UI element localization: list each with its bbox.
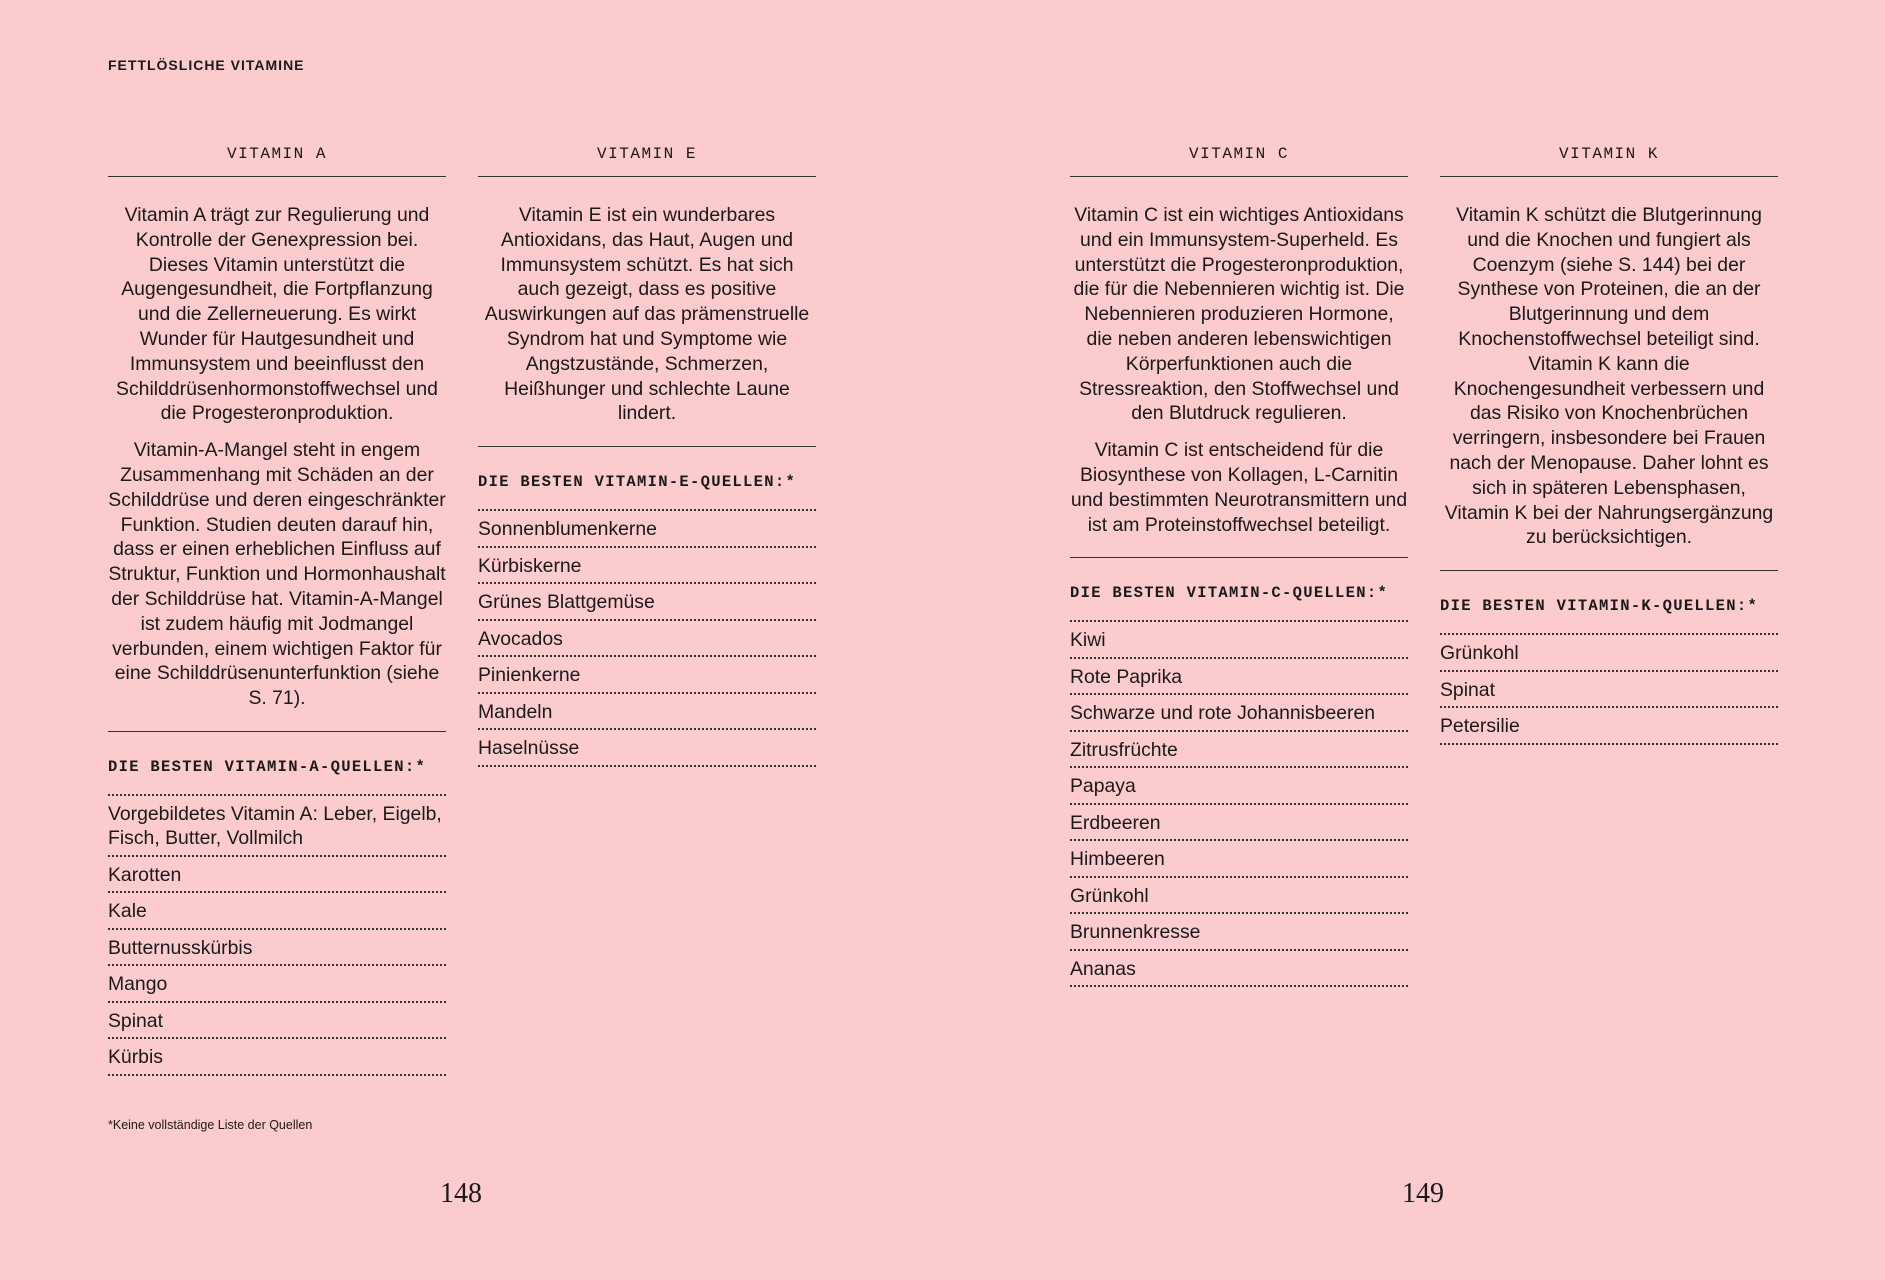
- list-item: Grünkohl: [1440, 635, 1778, 672]
- list-item: Pinienkerne: [478, 657, 816, 694]
- source-list: [478, 511, 816, 767]
- paragraph: Vitamin A trägt zur Regulierung und Kontrolle der Genexpression bei. Dieses Vitamin unterstützt die Augengesundheit, die Fortpflanzung und die Zellerneuerung. Es wirkt Wunder für Hautgesundheit und Immunsystem und beeinflusst den Schilddrüsenhormonstoffwechsel und die Progesteronproduktion.: [116, 204, 438, 425]
- list-item: Papaya: [1070, 768, 1408, 805]
- page-number-right: 149: [1402, 1178, 1444, 1209]
- column-vitamin-k: [1440, 142, 1778, 745]
- paragraph: Vitamin C ist ein wichtiges Antioxidans und ein Immunsystem-Superheld. Es unterstützt die Progesteronproduktion, die für die Nebennieren wichtig ist. Die Nebennieren produzieren Hormone, die neben anderen lebenswichtigen Körperfunktionen auch die Stressreaktion, den Stoffwechsel und den Blutdruck regulieren.: [1073, 204, 1405, 425]
- list-item: Kale: [108, 893, 446, 930]
- list-item: Avocados: [478, 621, 816, 658]
- list-item: Karotten: [108, 857, 446, 894]
- source-list: [108, 796, 446, 1076]
- column-vitamin-c: [1070, 142, 1408, 987]
- footnote: *Keine vollständige Liste der Quellen: [108, 1118, 313, 1132]
- list-item: Petersilie: [1440, 708, 1778, 745]
- list-item: Haselnüsse: [478, 730, 816, 767]
- list-item: Vorgebildetes Vitamin A: Leber, Eigelb, Fisch, Butter, Vollmilch: [108, 796, 446, 857]
- list-item: Kürbis: [108, 1039, 446, 1076]
- list-item: Rote Paprika: [1070, 659, 1408, 696]
- list-item: Mandeln: [478, 694, 816, 731]
- column-title: VITAMIN E: [478, 142, 816, 177]
- page-number-left: 148: [440, 1178, 482, 1209]
- source-list: [1440, 635, 1778, 745]
- sources-heading: DIE BESTEN VITAMIN-E-QUELLEN:*: [478, 473, 816, 511]
- list-item: Spinat: [108, 1003, 446, 1040]
- divider: [108, 731, 446, 732]
- divider: [1440, 570, 1778, 571]
- list-item: Erdbeeren: [1070, 805, 1408, 842]
- sources-heading: DIE BESTEN VITAMIN-A-QUELLEN:*: [108, 758, 446, 796]
- list-item: Brunnenkresse: [1070, 914, 1408, 951]
- list-item: Spinat: [1440, 672, 1778, 709]
- column-vitamin-e: [478, 142, 816, 767]
- list-item: Grünkohl: [1070, 878, 1408, 915]
- list-item: Mango: [108, 966, 446, 1003]
- list-item: Grünes Blattgemüse: [478, 584, 816, 621]
- sources-heading: DIE BESTEN VITAMIN-K-QUELLEN:*: [1440, 597, 1778, 635]
- list-item: Kürbiskerne: [478, 548, 816, 585]
- running-head: FETTLÖSLICHE VITAMINE: [108, 57, 305, 73]
- paragraph: Vitamin E ist ein wunderbares Antioxidans, das Haut, Augen und Immunsystem schützt. Es hat sich auch gezeigt, dass es positive Auswirkungen auf das prämenstruelle Syndrom hat und Symptome wie Angstzustände, Schmerzen, Heißhunger und schlechte Laune lindert.: [484, 204, 810, 425]
- list-item: Kiwi: [1070, 622, 1408, 659]
- divider: [478, 446, 816, 447]
- column-title: VITAMIN C: [1070, 142, 1408, 177]
- paragraph: Vitamin K schützt die Blutgerinnung und die Knochen und fungiert als Coenzym (siehe S. 144) bei der Synthese von Proteinen, die an der Blutgerinnung und dem Knochenstoffwechsel beteiligt sind. Vitamin K kann die Knochengesundheit verbessern und das Risiko von Knochenbrüchen verringern, insbesondere bei Frauen nach der Menopause. Daher lohnt es sich in späteren Lebensphasen, Vitamin K bei der Nahrungsergänzung zu berücksichtigen.: [1444, 204, 1774, 549]
- sources-heading: DIE BESTEN VITAMIN-C-QUELLEN:*: [1070, 584, 1408, 622]
- paragraph: Vitamin C ist entscheidend für die Biosynthese von Kollagen, L-Carnitin und bestimmten Neurotransmittern und ist am Proteinstoffwechsel beteiligt.: [1070, 439, 1408, 536]
- source-list: [1070, 622, 1408, 987]
- column-vitamin-a: [108, 142, 446, 1076]
- list-item: Himbeeren: [1070, 841, 1408, 878]
- divider: [1070, 557, 1408, 558]
- column-title: VITAMIN A: [108, 142, 446, 177]
- list-item: Sonnenblumenkerne: [478, 511, 816, 548]
- list-item: Schwarze und rote Johannisbeeren: [1070, 695, 1408, 732]
- list-item: Ananas: [1070, 951, 1408, 988]
- column-title: VITAMIN K: [1440, 142, 1778, 177]
- list-item: Zitrusfrüchte: [1070, 732, 1408, 769]
- list-item: Butternusskürbis: [108, 930, 446, 967]
- paragraph: Vitamin-A-Mangel steht in engem Zusammenhang mit Schäden an der Schilddrüse und deren eingeschränkter Funktion. Studien deuten darauf hin, dass er einen erheblichen Einfluss auf Struktur, Funktion und Hormonhaushalt der Schilddrüse hat. Vitamin-A-Mangel ist zudem häufig mit Jodmangel verbunden, einem wichtigen Faktor für eine Schilddrüsenunterfunktion (siehe S. 71).: [108, 439, 446, 710]
